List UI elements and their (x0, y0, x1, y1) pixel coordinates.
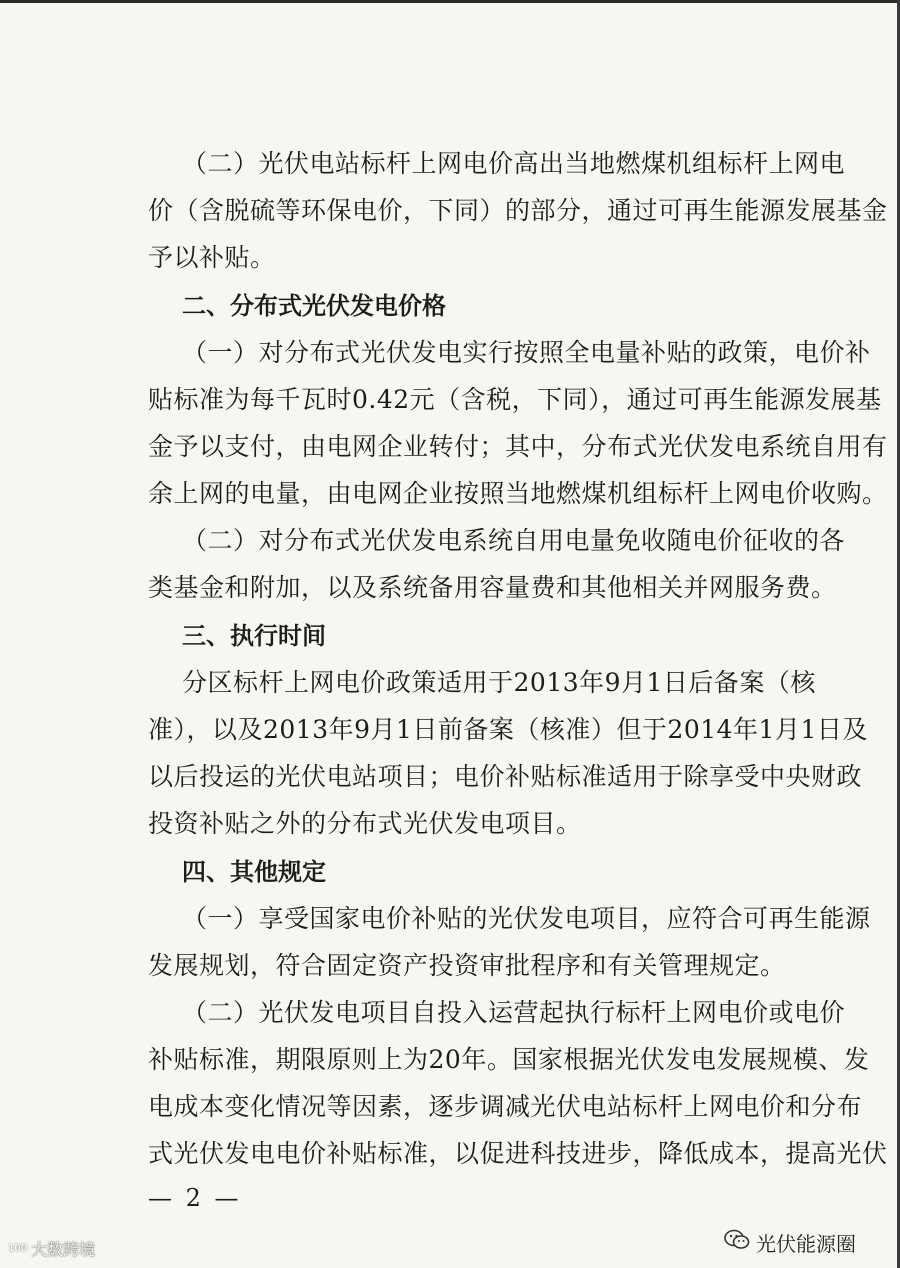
body-line: 以后投运的光伏电站项目；电价补贴标准适用于除享受中央财政 (148, 762, 863, 791)
body-line: 式光伏发电电价补贴标准，以促进科技进步，降低成本，提高光伏 (148, 1139, 888, 1168)
body-line: 准），以及2013年9月1日前备案（核准）但于2014年1月1日及 (148, 715, 868, 744)
body-line: （一）享受国家电价补贴的光伏发电项目，应符合可再生能源 (182, 904, 871, 933)
body-line: 予以补贴。 (148, 243, 276, 272)
body-line: 分区标杆上网电价政策适用于2013年9月1日后备案（核 (182, 668, 816, 697)
body-line: 补贴标准，期限原则上为20年。国家根据光伏发电发展规模、发 (148, 1045, 870, 1074)
section-heading: 三、执行时间 (182, 622, 326, 650)
body-line: 价（含脱硫等环保电价，下同）的部分，通过可再生能源发展基金 (148, 196, 888, 225)
watermark-right (724, 1226, 856, 1258)
watermark-left (8, 1236, 95, 1260)
body-line: 发展规划，符合固定资产投资审批程序和有关管理规定。 (148, 951, 786, 980)
page-number: — 2 — (148, 1184, 242, 1212)
body-line: 电成本变化情况等因素，逐步调减光伏电站标杆上网电价和分布 (148, 1092, 863, 1121)
wechat-icon (724, 1229, 750, 1256)
scan-top-edge (0, 0, 900, 3)
body-line: 投资补贴之外的分布式光伏发电项目。 (148, 809, 582, 838)
section-heading: 二、分布式光伏发电价格 (182, 292, 446, 320)
body-line: （二）光伏电站标杆上网电价高出当地燃煤机组标杆上网电 (182, 149, 846, 178)
body-line: （二）对分布式光伏发电系统自用电量免收随电价征收的各 (182, 526, 846, 555)
body-line: （二）光伏发电项目自投入运营起执行标杆上网电价或电价 (182, 998, 846, 1027)
body-line: （一）对分布式光伏发电实行按照全电量补贴的政策，电价补 (182, 338, 871, 367)
body-line: 余上网的电量，由电网企业按照当地燃煤机组标杆上网电价收购。 (148, 479, 888, 508)
section-heading: 四、其他规定 (182, 858, 326, 886)
body-line: 类基金和附加，以及系统备用容量费和其他相关并网服务费。 (148, 573, 837, 602)
watermark-badge: 100 (8, 1242, 28, 1254)
watermark-right-text: 光伏能源圈 (756, 1231, 856, 1256)
body-line: 贴标准为每千瓦时0.42元（含税，下同），通过可再生能源发展基 (148, 385, 882, 414)
body-line: 金予以支付，由电网企业转付；其中，分布式光伏发电系统自用有 (148, 432, 888, 461)
watermark-left-text: 大数跨境 (31, 1239, 96, 1259)
